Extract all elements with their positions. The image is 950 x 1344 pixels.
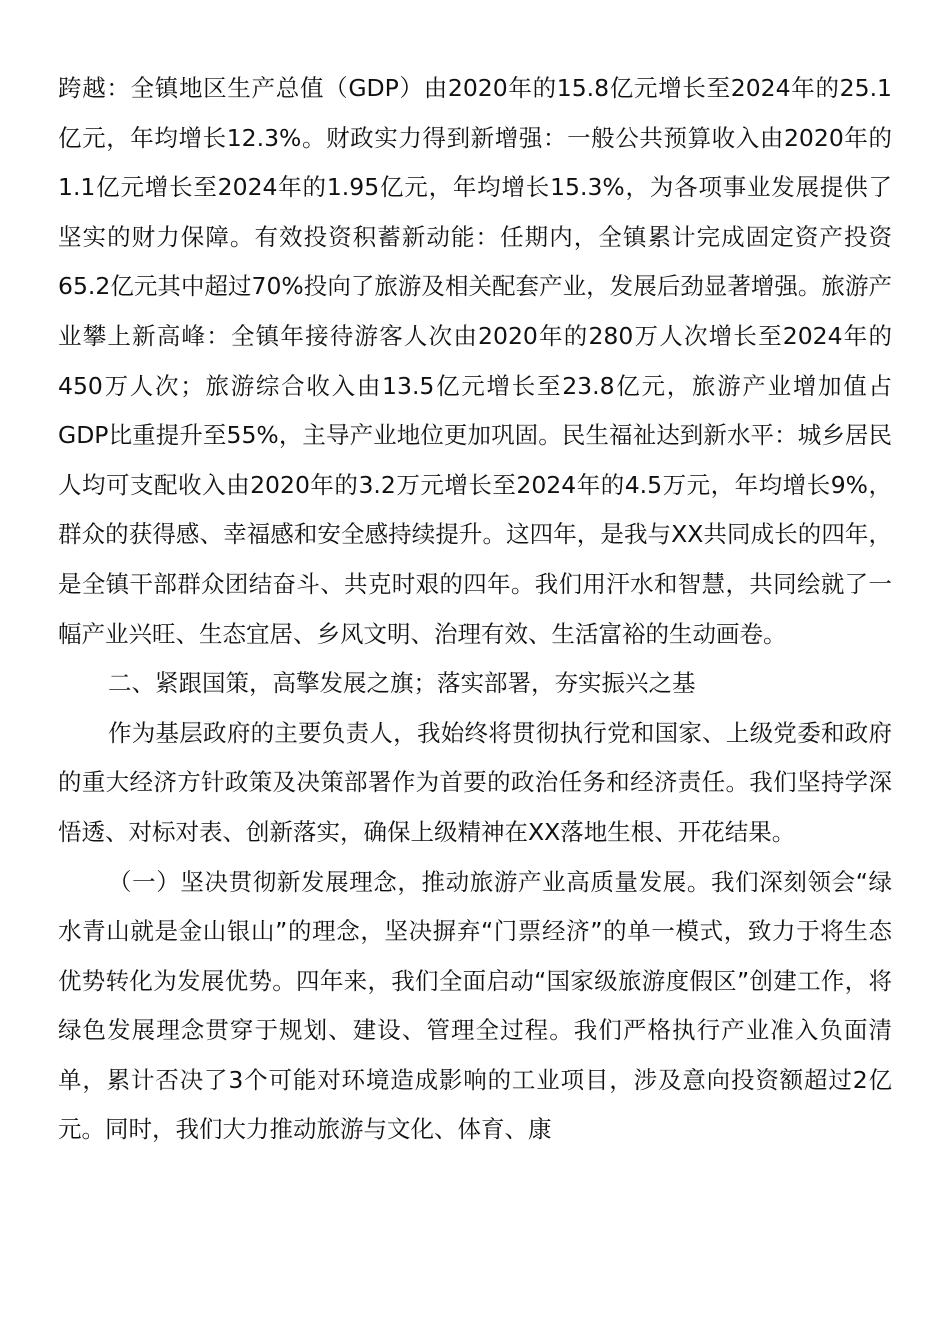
paragraph-achievements: 跨越：全镇地区生产总值（GDP）由2020年的15.8亿元增长至2024年的25.1亿元，年均增长12.3%。财政实力得到新增强：一般公共预算收入由2020年的1.1亿元增长至2024年的1.95亿元，年均增长15.3%，为各项事业发展提供了坚实的财力保障。有效投资积蓄新动能：任期内，全镇累计完成固定资产投资65.2亿元其中超过70%投向了旅游及相关配套产业，发展后劲显著增强。旅游产业攀上新高峰：全镇年接待游客人次由2020年的280万人次增长至2024年的450万人次；旅游综合收入由13.5亿元增长至23.8亿元，旅游产业增加值占GDP比重提升至55%，主导产业地位更加巩固。民生福祉达到新水平：城乡居民人均可支配收入由2020年的3.2万元增长至2024年的4.5万元，年均增长9%，群众的获得感、幸福感和安全感持续提升。这四年，是我与XX共同成长的四年，是全镇干部群众团结奋斗、共克时艰的四年。我们用汗水和智慧，共同绘就了一幅产业兴旺、生态宜居、乡风文明、治理有效、生活富裕的生动画卷。 xyxy=(58,74,892,648)
section-heading-two: 二、紧跟国策，高擎发展之旗；落实部署，夯实振兴之基 xyxy=(108,669,696,698)
paragraph-subsection-one: （一）坚决贯彻新发展理念，推动旅游产业高质量发展。我们深刻领会“绿水青山就是金山银山”的理念，坚决摒弃“门票经济”的单一模式，致力于将生态优势转化为发展优势。四年来，我们全面启动“国家级旅游度假区”创建工作，将绿色发展理念贯穿于规划、建设、管理全过程。我们严格执行产业准入负面清单，累计否决了3个可能对环境造成影响的工业项目，涉及意向投资额超过2亿元。同时，我们大力推动旅游与文化、体育、康 xyxy=(58,867,892,1144)
document-body xyxy=(58,64,892,1155)
paragraph-section-intro: 作为基层政府的主要负责人，我始终将贯彻执行党和国家、上级党委和政府的重大经济方针政策及决策部署作为首要的政治任务和经济责任。我们坚持学深悟透、对标对表、创新落实，确保上级精神在XX落地生根、开花结果。 xyxy=(58,718,892,846)
